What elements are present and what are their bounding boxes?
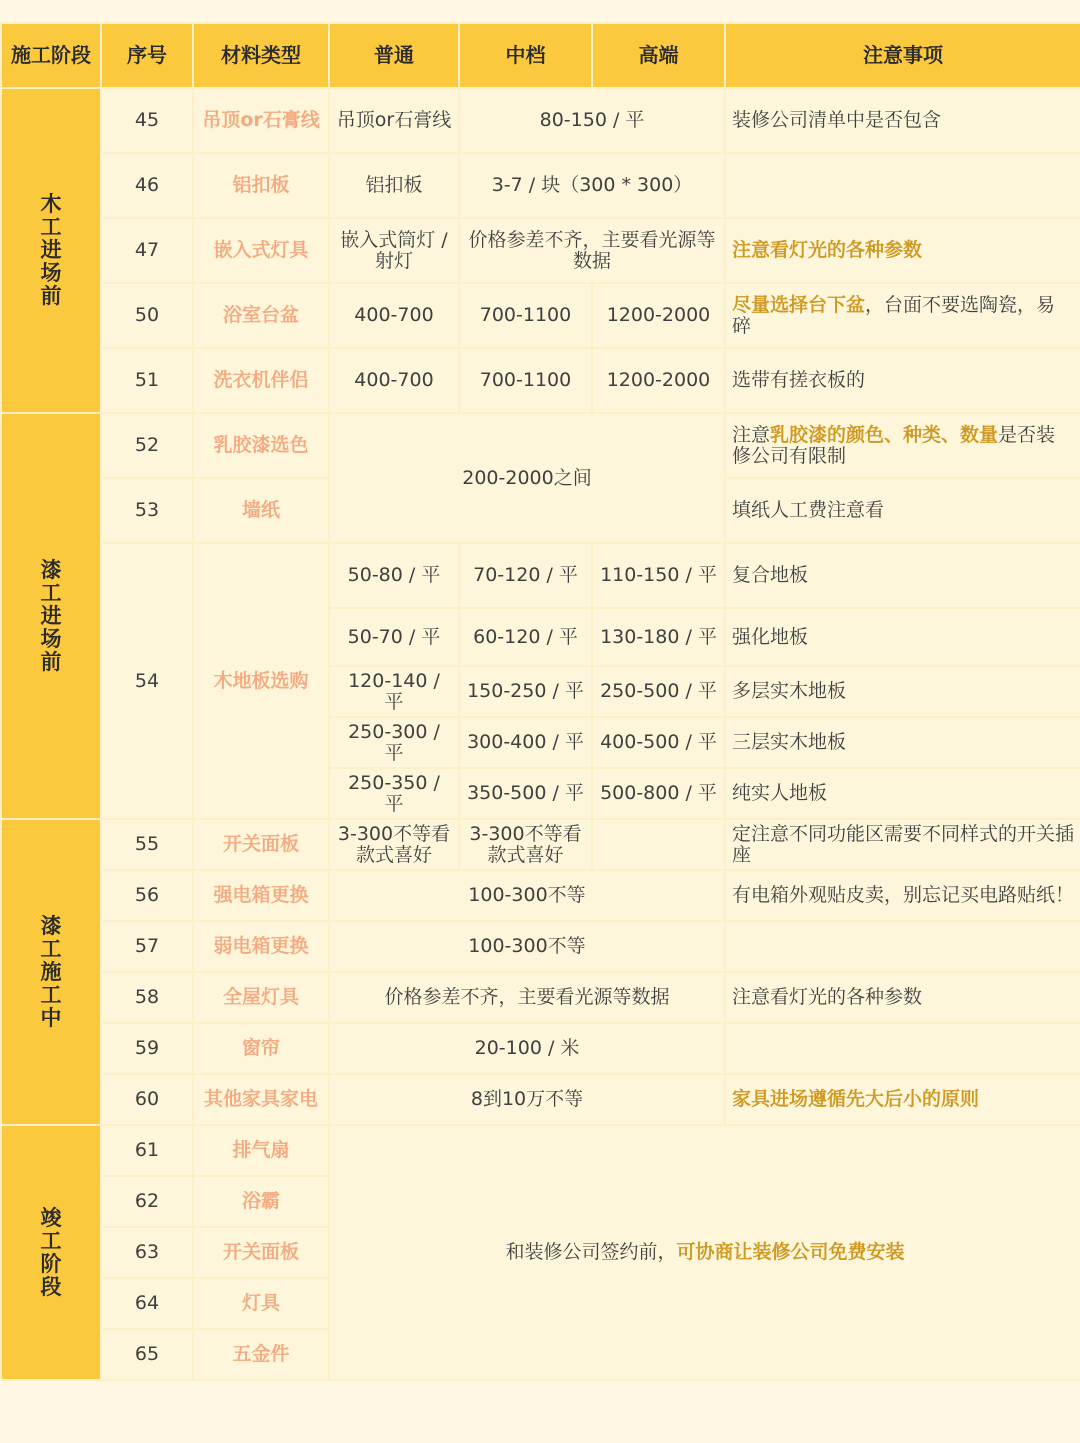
note-highlight: 可协商让装修公司免费安装 bbox=[676, 1241, 905, 1263]
stage-label: 漆工进场前 bbox=[40, 557, 62, 674]
header-mid: 中档 bbox=[459, 23, 592, 88]
price-range: 价格参差不齐，主要看光源等数据 bbox=[329, 972, 725, 1023]
table-row bbox=[1, 972, 1080, 1023]
note: 注意看灯光的各种参数 bbox=[725, 972, 1080, 1023]
header-basic: 普通 bbox=[329, 23, 459, 88]
row-number: 56 bbox=[101, 870, 193, 921]
price-basic: 400-700 bbox=[329, 283, 459, 348]
material-name: 强电箱更换 bbox=[193, 870, 329, 921]
note-text: 是否装修公司有限制 bbox=[732, 423, 1056, 467]
stage-label: 漆工施工中 bbox=[40, 913, 62, 1030]
note bbox=[725, 1023, 1080, 1074]
stage-label: 竣工阶段 bbox=[40, 1205, 62, 1299]
row-number: 50 bbox=[101, 283, 193, 348]
price-range: 20-100 / 米 bbox=[329, 1023, 725, 1074]
price-range: 200-2000之间 bbox=[329, 413, 725, 543]
note bbox=[725, 1074, 1080, 1125]
material-name: 全屋灯具 bbox=[193, 972, 329, 1023]
note: 有电箱外观贴皮卖，别忘记买电路贴纸！ bbox=[725, 870, 1080, 921]
table-row bbox=[1, 218, 1080, 283]
row-number: 52 bbox=[101, 413, 193, 478]
price-high: 400-500 / 平 bbox=[592, 717, 725, 768]
material-name: 嵌入式灯具 bbox=[193, 218, 329, 283]
price-basic: 50-80 / 平 bbox=[329, 543, 459, 608]
row-number: 55 bbox=[101, 819, 193, 870]
price-mid: 700-1100 bbox=[459, 283, 592, 348]
price-mid-high: 3-7 / 块（300 * 300） bbox=[459, 153, 725, 218]
price-mid: 70-120 / 平 bbox=[459, 543, 592, 608]
stage-label: 木工进场前 bbox=[40, 192, 62, 308]
price-mid: 150-250 / 平 bbox=[459, 666, 592, 717]
price-high: 500-800 / 平 bbox=[592, 768, 725, 819]
price-mid: 300-400 / 平 bbox=[459, 717, 592, 768]
note bbox=[725, 921, 1080, 972]
price-high bbox=[592, 819, 725, 870]
material-name: 灯具 bbox=[193, 1278, 329, 1329]
price-basic: 铝扣板 bbox=[329, 153, 459, 218]
table-row bbox=[1, 543, 1080, 608]
material-name: 浴霸 bbox=[193, 1176, 329, 1227]
material-name: 洗衣机伴侣 bbox=[193, 348, 329, 413]
stage-cell bbox=[1, 413, 101, 819]
price-basic: 250-300 / 平 bbox=[329, 717, 459, 768]
material-name: 木地板选购 bbox=[193, 543, 329, 819]
material-name: 铝扣板 bbox=[193, 153, 329, 218]
header-material: 材料类型 bbox=[193, 23, 329, 88]
note: 装修公司清单中是否包含 bbox=[725, 88, 1080, 153]
price-mid-high: 价格参差不齐，主要看光源等数据 bbox=[459, 218, 725, 283]
price-high: 130-180 / 平 bbox=[592, 608, 725, 666]
row-number: 64 bbox=[101, 1278, 193, 1329]
row-number: 46 bbox=[101, 153, 193, 218]
price-mid-high: 80-150 / 平 bbox=[459, 88, 725, 153]
row-number: 51 bbox=[101, 348, 193, 413]
note: 填纸人工费注意看 bbox=[725, 478, 1080, 543]
row-number: 63 bbox=[101, 1227, 193, 1278]
price-high: 250-500 / 平 bbox=[592, 666, 725, 717]
price-high: 1200-2000 bbox=[592, 348, 725, 413]
note bbox=[725, 283, 1080, 348]
note-highlight: 家具进场遵循先大后小的原则 bbox=[732, 1088, 980, 1110]
stage-cell bbox=[1, 88, 101, 413]
decoration-price-table-container bbox=[0, 22, 1080, 1381]
table-row bbox=[1, 1125, 1080, 1176]
material-name: 其他家具家电 bbox=[193, 1074, 329, 1125]
note: 三层实木地板 bbox=[725, 717, 1080, 768]
table-row bbox=[1, 1074, 1080, 1125]
price-mid: 700-1100 bbox=[459, 348, 592, 413]
price-high: 110-150 / 平 bbox=[592, 543, 725, 608]
note: 选带有搓衣板的 bbox=[725, 348, 1080, 413]
table-row bbox=[1, 283, 1080, 348]
price-basic: 400-700 bbox=[329, 348, 459, 413]
material-name: 开关面板 bbox=[193, 819, 329, 870]
stage-cell bbox=[1, 1125, 101, 1380]
material-name: 吊顶or石膏线 bbox=[193, 88, 329, 153]
material-name: 墙纸 bbox=[193, 478, 329, 543]
price-range: 8到10万不等 bbox=[329, 1074, 725, 1125]
header-notes: 注意事项 bbox=[725, 23, 1080, 88]
note bbox=[725, 413, 1080, 478]
material-name: 排气扇 bbox=[193, 1125, 329, 1176]
price-basic: 120-140 / 平 bbox=[329, 666, 459, 717]
note-text: 注意 bbox=[732, 423, 771, 446]
row-number: 59 bbox=[101, 1023, 193, 1074]
material-name: 窗帘 bbox=[193, 1023, 329, 1074]
table-row bbox=[1, 870, 1080, 921]
row-number: 62 bbox=[101, 1176, 193, 1227]
table-row bbox=[1, 153, 1080, 218]
price-range: 100-300不等 bbox=[329, 921, 725, 972]
row-number: 45 bbox=[101, 88, 193, 153]
row-number: 60 bbox=[101, 1074, 193, 1125]
note-text: 和装修公司签约前， bbox=[505, 1241, 677, 1263]
decoration-price-table bbox=[0, 22, 1080, 1381]
row-number: 54 bbox=[101, 543, 193, 819]
price-basic: 250-350 / 平 bbox=[329, 768, 459, 819]
row-number: 57 bbox=[101, 921, 193, 972]
note-text: ，台面不要选陶瓷，易碎 bbox=[732, 293, 1056, 337]
row-number: 65 bbox=[101, 1329, 193, 1380]
price-mid: 350-500 / 平 bbox=[459, 768, 592, 819]
material-name: 乳胶漆选色 bbox=[193, 413, 329, 478]
header-high: 高端 bbox=[592, 23, 725, 88]
row-number: 58 bbox=[101, 972, 193, 1023]
price-basic: 50-70 / 平 bbox=[329, 608, 459, 666]
price-high: 1200-2000 bbox=[592, 283, 725, 348]
table-row bbox=[1, 413, 1080, 478]
note-highlight: 尽量选择台下盆 bbox=[732, 293, 866, 316]
table-row bbox=[1, 921, 1080, 972]
note-highlight: 乳胶漆的颜色、种类、数量 bbox=[770, 423, 999, 446]
price-range: 100-300不等 bbox=[329, 870, 725, 921]
note: 定注意不同功能区需要不同样式的开关插座 bbox=[725, 819, 1080, 870]
note: 强化地板 bbox=[725, 608, 1080, 666]
note: 多层实木地板 bbox=[725, 666, 1080, 717]
price-basic: 吊顶or石膏线 bbox=[329, 88, 459, 153]
table-row bbox=[1, 1023, 1080, 1074]
material-name: 五金件 bbox=[193, 1329, 329, 1380]
table-row bbox=[1, 819, 1080, 870]
note: 复合地板 bbox=[725, 543, 1080, 608]
note bbox=[725, 218, 1080, 283]
price-basic: 嵌入式筒灯 / 射灯 bbox=[329, 218, 459, 283]
row-number: 61 bbox=[101, 1125, 193, 1176]
material-name: 开关面板 bbox=[193, 1227, 329, 1278]
row-number: 47 bbox=[101, 218, 193, 283]
note-highlight: 注意看灯光的各种参数 bbox=[732, 239, 923, 261]
row-number: 53 bbox=[101, 478, 193, 543]
price-basic: 3-300不等看款式喜好 bbox=[329, 819, 459, 870]
final-note bbox=[329, 1125, 1080, 1380]
price-mid: 60-120 / 平 bbox=[459, 608, 592, 666]
material-name: 浴室台盆 bbox=[193, 283, 329, 348]
material-name: 弱电箱更换 bbox=[193, 921, 329, 972]
note bbox=[725, 153, 1080, 218]
table-row bbox=[1, 348, 1080, 413]
header-stage: 施工阶段 bbox=[1, 23, 101, 88]
note: 纯实人地板 bbox=[725, 768, 1080, 819]
stage-cell bbox=[1, 819, 101, 1125]
price-mid: 3-300不等看款式喜好 bbox=[459, 819, 592, 870]
table-row bbox=[1, 88, 1080, 153]
header-number: 序号 bbox=[101, 23, 193, 88]
header-row bbox=[1, 23, 1080, 88]
